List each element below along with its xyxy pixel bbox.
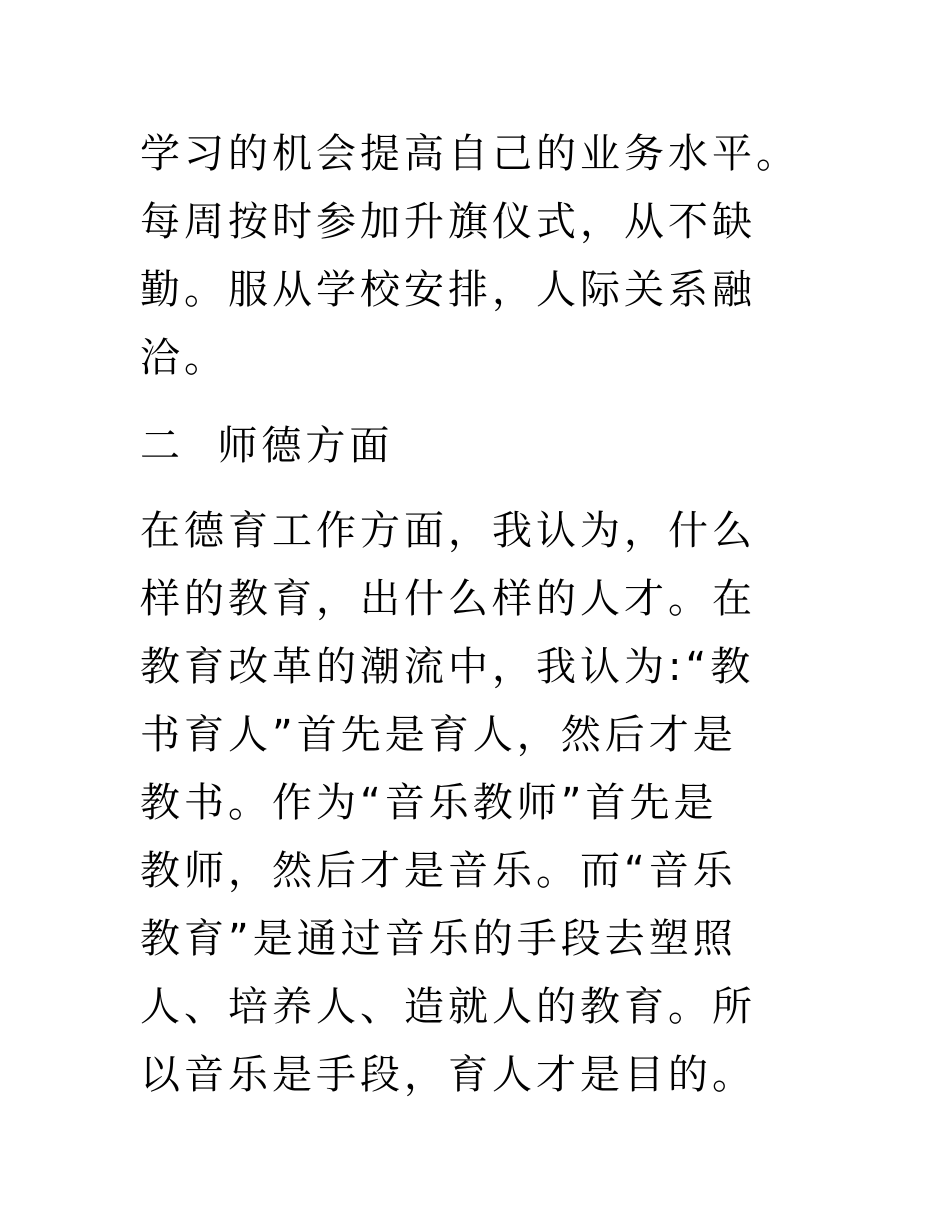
paragraph-line: 以音乐是手段，育人才是目的。 xyxy=(140,1052,756,1098)
paragraph-work-attitude xyxy=(140,120,800,392)
paragraph-line: 勤。服从学校安排，人际关系融 xyxy=(140,267,756,313)
paragraph-line: 洽。 xyxy=(140,335,228,381)
section-heading-text: 二 师德方面 xyxy=(140,423,394,469)
paragraph-line: 书育人”首先是育人，然后才是 xyxy=(140,712,737,758)
paragraph-line: 人、培养人、造就人的教育。所 xyxy=(140,984,756,1030)
paragraph-line: 教育”是通过音乐的手段去塑照 xyxy=(140,916,737,962)
paragraph-line: 每周按时参加升旗仪式，从不缺 xyxy=(140,199,756,245)
section-heading xyxy=(140,412,800,480)
paragraph-line: 教师，然后才是音乐。而“音乐 xyxy=(140,848,737,894)
paragraph-line: 教育改革的潮流中，我认为:“教 xyxy=(140,644,755,690)
paragraph-line: 样的教育，出什么样的人才。在 xyxy=(140,576,756,622)
paragraph-line: 学习的机会提高自己的业务水平。 xyxy=(140,131,800,177)
paragraph-line: 教书。作为“音乐教师”首先是 xyxy=(140,780,718,826)
paragraph-teacher-ethics xyxy=(140,497,800,1109)
paragraph-line: 在德育工作方面，我认为，什么 xyxy=(140,508,756,554)
